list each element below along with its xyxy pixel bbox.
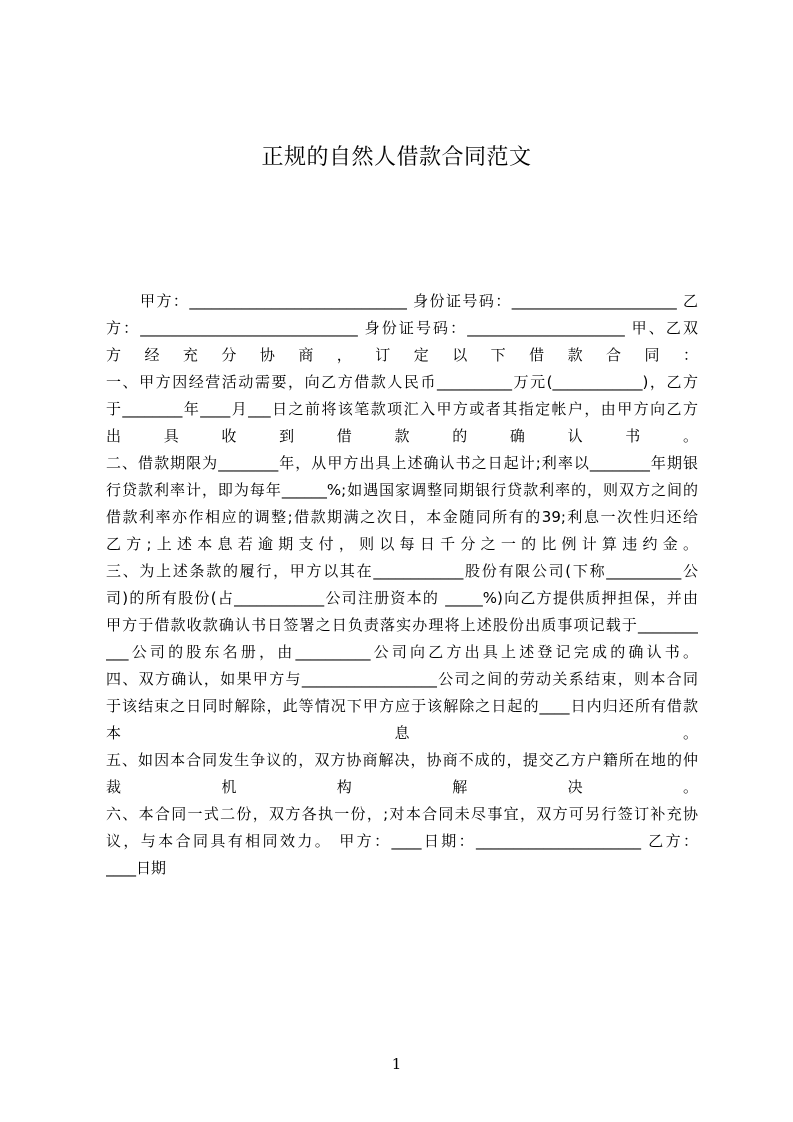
text-line: 裁 机 构 解 决 。 xyxy=(106,778,698,796)
text-line: 议，与本合同具有相同效力。 甲方：____日期：______________________ 乙方： xyxy=(106,832,698,850)
text-line: 甲方：_____________________________ 身份证号码：______________________ 乙 xyxy=(140,292,698,310)
text-line: 甲方于借款收款确认书日签署之日负责落实办理将上述股份出质事项记载于________ xyxy=(106,616,698,634)
text-line: 方：_____________________________ 身份证号码：_____________________ 甲、乙双 xyxy=(106,319,698,337)
text-line: 五、如因本合同发生争议的，双方协商解决，协商不成的，提交乙方户籍所在地的仲 xyxy=(106,751,698,769)
text-line: 于________年____月___日之前将该笔款项汇入甲方或者其指定帐户，由甲方向乙方 xyxy=(106,400,698,418)
text-line: ___公司的股东名册，由__________公司向乙方出具上述登记完成的确认书。 xyxy=(106,643,698,661)
text-line: 出 具 收 到 借 款 的 确 认 书 。 xyxy=(106,427,698,445)
text-line: 一、甲方因经营活动需要，向乙方借款人民币__________万元(____________)，乙方 xyxy=(106,373,698,391)
text-line: 乙方;上述本息若逾期支付，则以每日千分之一的比例计算违约金。 xyxy=(106,535,698,553)
text-line: 四、双方确认，如果甲方与__________________公司之间的劳动关系结束，则本合同 xyxy=(106,670,698,688)
contract-body xyxy=(106,288,698,882)
text-line: 二、借款期限为________年，从甲方出具上述确认书之日起计;利率以________年期银 xyxy=(106,454,698,472)
text-line: 行贷款利率计，即为每年______%;如遇国家调整同期银行贷款利率的，则双方之间的 xyxy=(106,481,698,499)
document-title: 正规的自然人借款合同范文 xyxy=(261,145,532,170)
text-line: 司)的所有股份(占____________公司注册资本的 _____%)向乙方提供质押担保，并由 xyxy=(106,589,698,607)
text-line: 借款利率亦作相应的调整;借款期满之次日，本金随同所有的39;利息一次性归还给 xyxy=(106,508,698,526)
page-number: 1 xyxy=(391,1055,402,1073)
text-line: 于该结束之日同时解除，此等情况下甲方应于该解除之日起的____日内归还所有借款 xyxy=(106,697,698,715)
text-line: 六、本合同一式二份，双方各执一份，;对本合同未尽事宜，双方可另行签订补充协 xyxy=(106,805,698,823)
text-line: 本 息 。 xyxy=(106,724,698,742)
text-line: 三、为上述条款的履行，甲方以其在____________股份有限公司(下称__________公 xyxy=(106,562,698,580)
text-line: 方 经 充 分 协 商 ， 订 定 以 下 借 款 合 同 ： xyxy=(106,346,698,364)
text-line: ____日期 xyxy=(106,859,167,877)
